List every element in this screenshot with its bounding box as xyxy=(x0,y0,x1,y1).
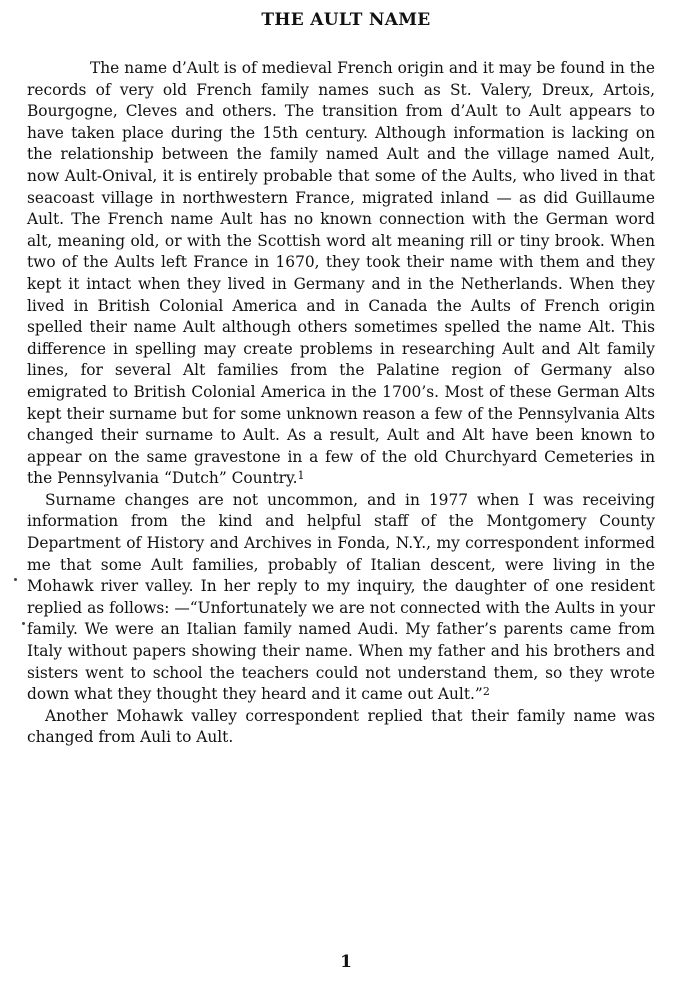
scan-speck xyxy=(14,578,17,581)
scan-speck xyxy=(22,622,25,625)
footnote-ref-1: 1 xyxy=(297,469,305,483)
page-title: THE AULT NAME xyxy=(261,10,431,30)
paragraph-3-text: Another Mohawk valley correspondent replied that their family name was changed from Auli to Ault. xyxy=(27,706,655,747)
paragraph-2-text: Surname changes are not uncommon, and in 1977 when I was receiving information from the kind and helpful staff of the Montgomery County Department of History and Archives in Fonda, N.Y., my correspondent informed me that some Ault families, probably of Italian descent, were living in the Mohawk river valley. In her reply to my inquiry, the daughter of one resident replied as follows: —“Unfortunately we are not connected with the Aults in your family. We were an Italian family named Audi. My father’s parents came from Italy without papers showing their name. When my father and his brothers and sisters went to school the teachers could not understand them, so they wrote down what they thought they heard and it came out Ault.” xyxy=(27,490,655,704)
paragraph-2 xyxy=(27,490,655,706)
body-text xyxy=(27,58,655,749)
paragraph-1 xyxy=(27,58,655,490)
paragraph-3 xyxy=(27,706,655,749)
paragraph-1-text: The name d’Ault is of medieval French origin and it may be found in the records of very old French family names such as St. Valery, Dreux, Artois, Bourgogne, Cleves and others. The transition from d’Ault to Ault appears to have taken place during the 15th century. Although information is lacking on the relationship between the family named Ault and the village named Ault, now Ault-Onival, it is entirely probable that some of the Aults, who lived in that seacoast village in northwestern France, migrated inland — as did Guillaume Ault. The French name Ault has no known connection with the German word alt, meaning old, or with the Scottish word alt meaning rill or tiny brook. When two of the Aults left France in 1670, they took their name with them and they kept it intact when they lived in Germany and in the Netherlands. When they lived in British Colonial America and in Canada the Aults of French origin spelled their name Ault although others sometimes spelled the name Alt. This difference in spelling may create problems in researching Ault and Alt family lines, for several Alt families from the Palatine region of Germany also emigrated to British Colonial America in the 1700’s. Most of these German Alts kept their surname but for some unknown reason a few of the Pennsylvania Alts changed their surname to Ault. As a result, Ault and Alt have been known to appear on the same gravestone in a few of the old Churchyard Cemeteries in the Pennsylvania “Dutch” Country. xyxy=(27,59,655,488)
page-number: 1 xyxy=(340,952,352,972)
footnote-ref-2: 2 xyxy=(482,685,490,699)
